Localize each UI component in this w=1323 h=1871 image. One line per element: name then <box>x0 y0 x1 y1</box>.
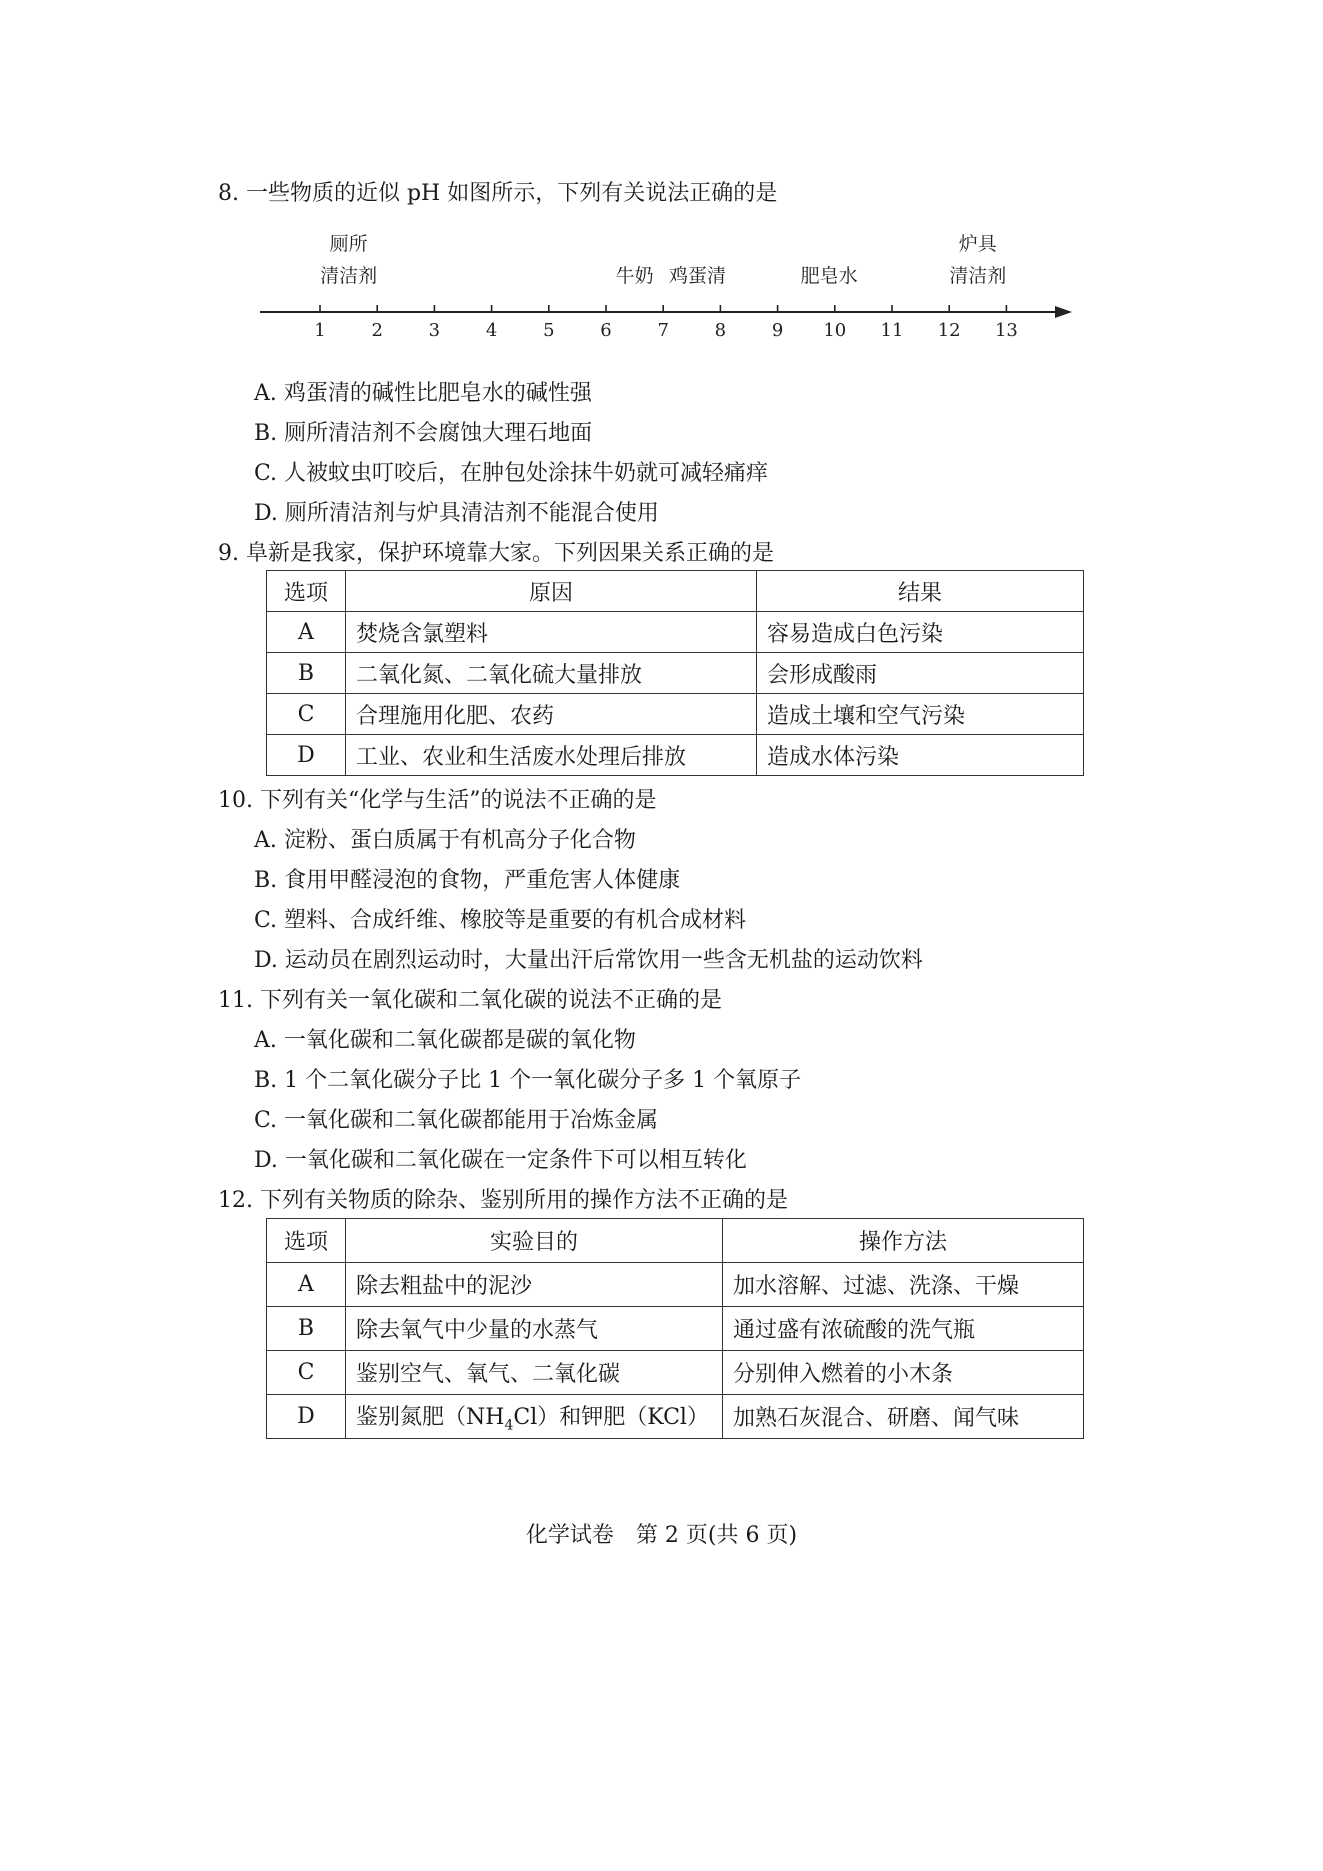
table-cell: 加熟石灰混合、研磨、闻气味 <box>723 1395 1084 1439</box>
table-row <box>267 735 1084 776</box>
table-cell: C <box>267 1351 346 1395</box>
table-header-row <box>267 571 1084 612</box>
table-cell: D <box>267 735 346 776</box>
table-row <box>267 653 1084 694</box>
table-header-row <box>267 1219 1084 1263</box>
table-cell: 造成土壤和空气污染 <box>757 694 1084 735</box>
ph-tick-label: 2 <box>371 320 383 341</box>
table-header-cell: 选项 <box>267 571 346 612</box>
q8-option-c: C. 人被蚊虫叮咬后，在肿包处涂抹牛奶就可减轻痛痒 <box>254 461 769 486</box>
table-cell-formula <box>346 1395 723 1439</box>
ph-substance-label-stove: 炉具 <box>958 233 997 255</box>
ph-tick-label: 10 <box>823 320 847 341</box>
table-cell: 合理施用化肥、农药 <box>346 694 757 735</box>
ph-substance-label-stove: 清洁剂 <box>949 265 1007 287</box>
table-cell: B <box>267 653 346 694</box>
table-cell: 会形成酸雨 <box>757 653 1084 694</box>
formula-subscript: 4 <box>504 1417 514 1434</box>
q10-option-b: B. 食用甲醛浸泡的食物，严重危害人体健康 <box>254 868 681 893</box>
q11-option-b: B. 1 个二氧化碳分子比 1 个一氧化碳分子多 1 个氧原子 <box>254 1068 802 1093</box>
ph-tick-label: 12 <box>937 320 961 341</box>
ph-substance-label-milk: 牛奶 <box>615 265 654 287</box>
table-cell: B <box>267 1307 346 1351</box>
table-cell: D <box>267 1395 346 1439</box>
formula-text-pre: 鉴别氮肥（NH <box>356 1404 505 1430</box>
table-row <box>267 694 1084 735</box>
q11-stem: 11. 下列有关一氧化碳和二氧化碳的说法不正确的是 <box>218 988 722 1013</box>
table-cell: 分别伸入燃着的小木条 <box>723 1351 1084 1395</box>
ph-axis-arrow <box>1055 306 1072 318</box>
table-header-cell: 原因 <box>346 571 757 612</box>
table-header-cell: 操作方法 <box>723 1219 1084 1263</box>
q11-option-c: C. 一氧化碳和二氧化碳都能用于冶炼金属 <box>254 1108 659 1133</box>
table-header-cell: 选项 <box>267 1219 346 1263</box>
table-header-cell: 结果 <box>757 571 1084 612</box>
q8-option-b: B. 厕所清洁剂不会腐蚀大理石地面 <box>254 421 593 446</box>
table-cell: 通过盛有浓硫酸的洗气瓶 <box>723 1307 1084 1351</box>
table-cell: 容易造成白色污染 <box>757 612 1084 653</box>
q11-option-a: A. 一氧化碳和二氧化碳都是碳的氧化物 <box>254 1028 636 1053</box>
ph-tick-label: 3 <box>428 320 441 341</box>
ph-tick-label: 5 <box>543 320 555 341</box>
q10-stem: 10. 下列有关“化学与生活”的说法不正确的是 <box>218 788 657 813</box>
table-cell: A <box>267 612 346 653</box>
table-cell: 鉴别空气、氧气、二氧化碳 <box>346 1351 723 1395</box>
table-row <box>267 1263 1084 1307</box>
q8-option-a: A. 鸡蛋清的碱性比肥皂水的碱性强 <box>254 381 592 406</box>
ph-substance-label-toilet: 清洁剂 <box>320 265 378 287</box>
table-cell: 除去氧气中少量的水蒸气 <box>346 1307 723 1351</box>
ph-label-group <box>320 233 1006 287</box>
page-footer: 化学试卷 第 2 页(共 6 页) <box>525 1523 798 1548</box>
ph-tick-label: 6 <box>600 320 612 341</box>
ph-tick-label: 8 <box>714 320 727 341</box>
q12-stem: 12. 下列有关物质的除杂、鉴别所用的操作方法不正确的是 <box>218 1188 788 1213</box>
ph-tick-group <box>314 305 1018 341</box>
table-cell: 焚烧含氯塑料 <box>346 612 757 653</box>
q10-option-a: A. 淀粉、蛋白质属于有机高分子化合物 <box>254 828 636 853</box>
ph-tick-label: 11 <box>880 320 904 341</box>
table-cell: 加水溶解、过滤、洗涤、干燥 <box>723 1263 1084 1307</box>
table-cell: 工业、农业和生活废水处理后排放 <box>346 735 757 776</box>
ph-substance-label-soap: 肥皂水 <box>800 265 858 287</box>
q9-stem: 9. 阜新是我家，保护环境靠大家。下列因果关系正确的是 <box>218 541 774 566</box>
q9-table <box>266 570 1084 776</box>
q12-table <box>266 1218 1084 1439</box>
q11-option-d: D. 一氧化碳和二氧化碳在一定条件下可以相互转化 <box>254 1148 747 1173</box>
table-cell: 二氧化氮、二氧化硫大量排放 <box>346 653 757 694</box>
q10-option-c: C. 塑料、合成纤维、橡胶等是重要的有机合成材料 <box>254 908 747 933</box>
ph-substance-label-eggwhite: 鸡蛋清 <box>669 265 727 287</box>
ph-scale-figure <box>250 232 1080 347</box>
ph-tick-label: 4 <box>485 320 498 341</box>
table-row <box>267 1351 1084 1395</box>
q10-option-d: D. 运动员在剧烈运动时，大量出汗后常饮用一些含无机盐的运动饮料 <box>254 948 923 973</box>
table-cell: 除去粗盐中的泥沙 <box>346 1263 723 1307</box>
table-row <box>267 612 1084 653</box>
q8-option-d: D. 厕所清洁剂与炉具清洁剂不能混合使用 <box>254 501 659 526</box>
ph-tick-label: 9 <box>771 320 784 341</box>
formula-text-post: Cl）和钾肥（KCl） <box>513 1404 709 1430</box>
table-cell: 造成水体污染 <box>757 735 1084 776</box>
table-row <box>267 1307 1084 1351</box>
ph-tick-label: 13 <box>994 320 1018 341</box>
ph-tick-label: 7 <box>657 320 669 341</box>
ph-substance-label-toilet: 厕所 <box>329 233 368 255</box>
ph-tick-label: 1 <box>314 320 326 341</box>
q8-stem: 8. 一些物质的近似 pH 如图所示，下列有关说法正确的是 <box>218 181 778 206</box>
table-header-cell: 实验目的 <box>346 1219 723 1263</box>
table-cell: C <box>267 694 346 735</box>
table-row <box>267 1395 1084 1439</box>
table-cell: A <box>267 1263 346 1307</box>
